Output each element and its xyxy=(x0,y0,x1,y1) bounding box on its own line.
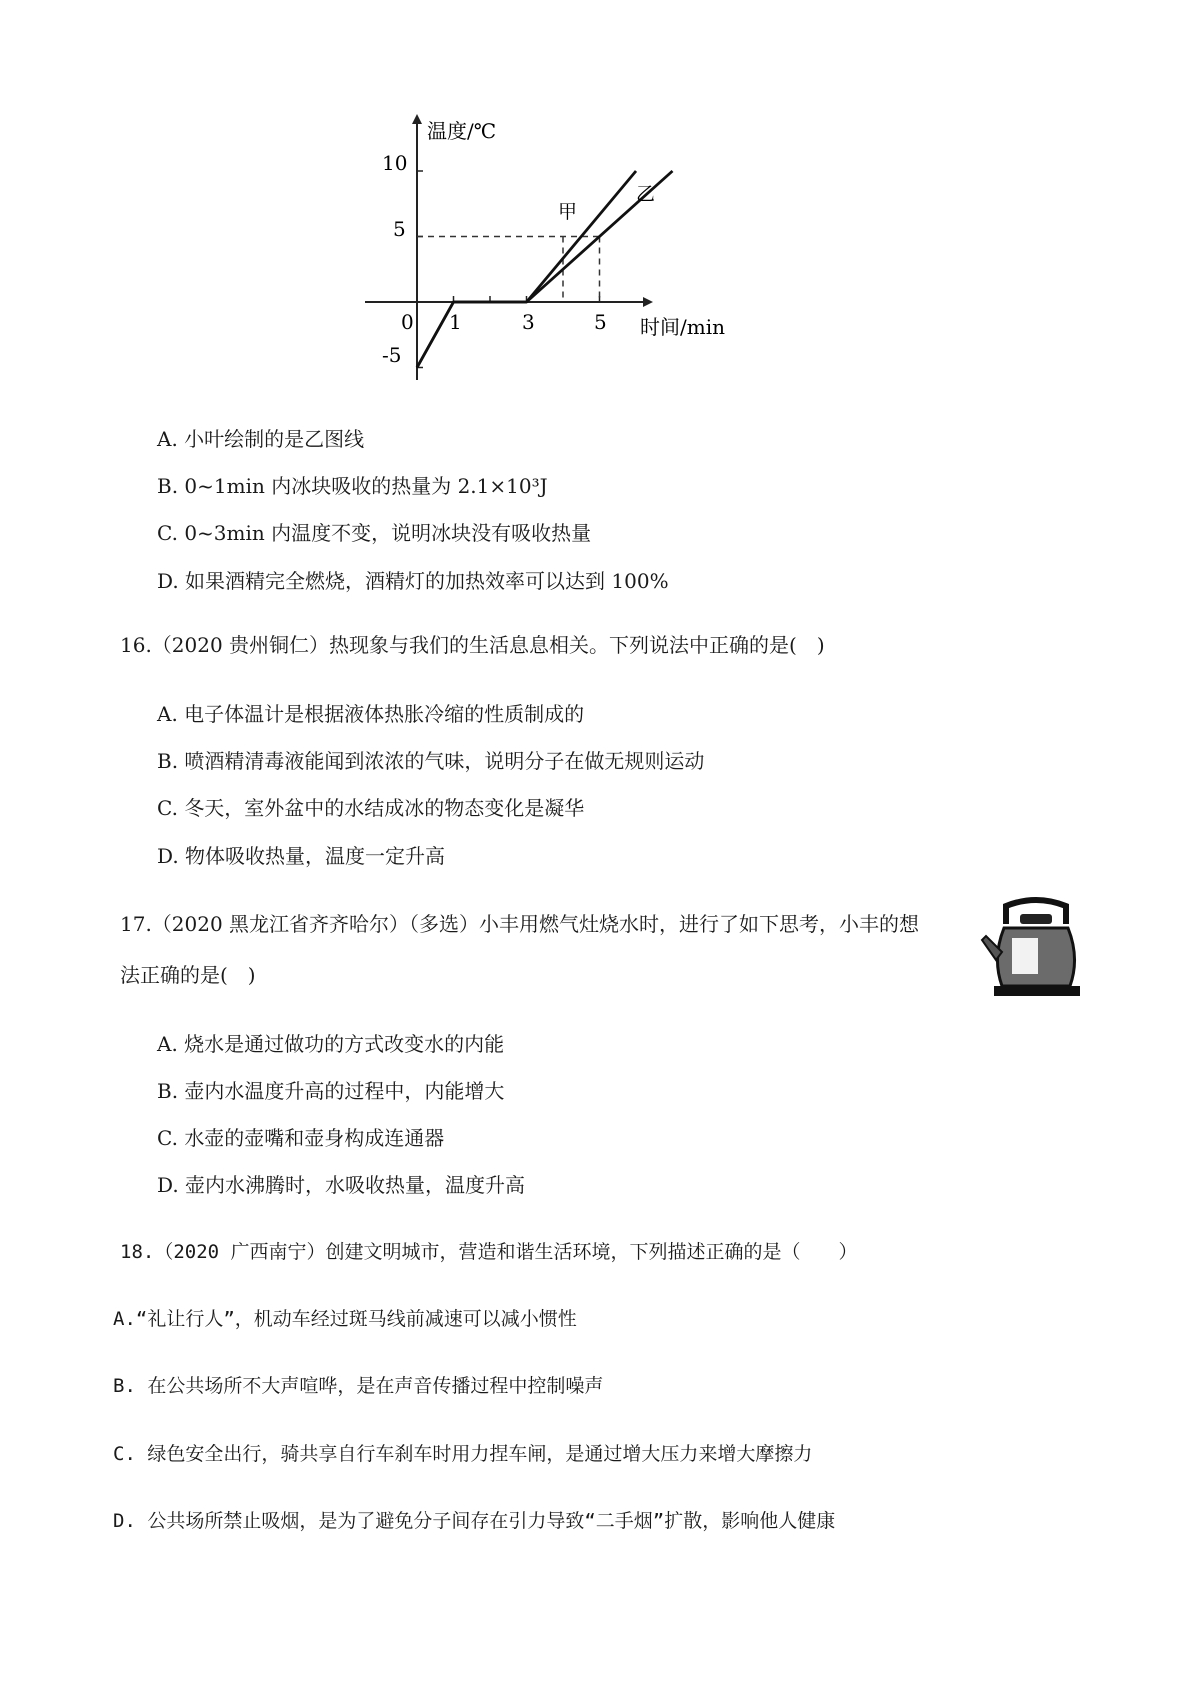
option-text: 0~3min 内温度不变，说明冰块没有吸收热量 xyxy=(184,521,592,545)
option-letter: D. xyxy=(157,844,179,868)
q17-option-d xyxy=(157,1171,525,1199)
option-letter: C. xyxy=(157,521,178,545)
q16-option-c xyxy=(157,794,584,822)
q18-option-a: A.“礼让行人”，机动车经过斑马线前减速可以减小惯性 xyxy=(113,1308,577,1330)
option-text: 壶内水温度升高的过程中，内能增大 xyxy=(184,1079,505,1103)
y-axis-arrow xyxy=(412,114,422,124)
option-letter: A. xyxy=(157,702,178,726)
q15-option-a xyxy=(157,425,364,453)
q16-stem: 16.（2020 贵州铜仁）热现象与我们的生活息息相关。下列说法中正确的是( ) xyxy=(120,633,825,657)
option-letter: C. xyxy=(157,1126,178,1150)
option-text: 冬天，室外盆中的水结成冰的物态变化是凝华 xyxy=(184,796,585,820)
kettle-base xyxy=(994,986,1080,996)
option-text: 水壶的壶嘴和壶身构成连通器 xyxy=(184,1126,445,1150)
temperature-time-chart xyxy=(382,112,815,412)
series-line-jia xyxy=(417,171,636,368)
q17-stem-line2: 法正确的是( ) xyxy=(120,963,256,987)
x-axis-arrow xyxy=(643,297,653,307)
option-letter: D. xyxy=(157,569,179,593)
xtick-label-3: 3 xyxy=(522,310,535,334)
q18-option-b: B. 在公共场所不大声喧哗，是在声音传播过程中控制噪声 xyxy=(113,1375,604,1397)
q17-option-a xyxy=(157,1030,504,1058)
ytick-label-neg5: -5 xyxy=(382,343,402,367)
option-text: 如果酒精完全燃烧，酒精灯的加热效率可以达到 100% xyxy=(185,569,669,593)
option-letter: C. xyxy=(157,796,178,820)
option-letter: A. xyxy=(157,1032,178,1056)
q17-stem-line1: 17.（2020 黑龙江省齐齐哈尔）（多选）小丰用燃气灶烧水时，进行了如下思考，小丰的想 xyxy=(120,912,920,936)
series-line-yi xyxy=(417,171,673,368)
q17-option-c xyxy=(157,1124,444,1152)
q16-option-a xyxy=(157,700,584,728)
q15-option-b xyxy=(157,472,548,500)
xtick-label-0: 0 xyxy=(401,310,414,334)
q18-option-c: C. 绿色安全出行，骑共享自行车刹车时用力捏车闸，是通过增大压力来增大摩擦力 xyxy=(113,1443,813,1465)
ytick-label-10: 10 xyxy=(382,151,408,175)
q18-option-d: D. 公共场所禁止吸烟，是为了避免分子间存在引力导致“二手烟”扩散，影响他人健康 xyxy=(113,1510,836,1532)
chart-xlabel: 时间/min xyxy=(640,315,725,339)
q17-option-b xyxy=(157,1077,504,1105)
option-letter: D. xyxy=(157,1173,179,1197)
option-text: 小叶绘制的是乙图线 xyxy=(184,427,365,451)
option-letter: B. xyxy=(157,1079,179,1103)
option-text: 烧水是通过做功的方式改变水的内能 xyxy=(184,1032,505,1056)
series-label-jia: 甲 xyxy=(558,201,578,223)
q16-option-b xyxy=(157,747,704,775)
kettle-image xyxy=(978,890,1096,1000)
option-text: 电子体温计是根据液体热胀冷缩的性质制成的 xyxy=(184,702,585,726)
option-letter: A. xyxy=(157,427,178,451)
option-text: 壶内水沸腾时，水吸收热量，温度升高 xyxy=(185,1173,526,1197)
q16-option-d xyxy=(157,842,445,870)
option-text: 喷酒精清毒液能闻到浓浓的气味，说明分子在做无规则运动 xyxy=(184,749,705,773)
option-letter: B. xyxy=(157,474,179,498)
q15-option-c xyxy=(157,519,591,547)
kettle-highlight xyxy=(1012,938,1038,974)
series-label-yi: 乙 xyxy=(636,183,656,205)
kettle-lid xyxy=(1020,914,1052,924)
chart-plot-area xyxy=(365,114,673,380)
option-text: 物体吸收热量，温度一定升高 xyxy=(185,844,446,868)
xtick-label-1: 1 xyxy=(449,310,462,334)
chart-ylabel: 温度/℃ xyxy=(427,119,497,143)
xtick-label-5: 5 xyxy=(594,310,607,334)
option-letter: B. xyxy=(157,749,179,773)
q15-option-d xyxy=(157,567,669,595)
option-text: 0~1min 内冰块吸收的热量为 2.1×10³J xyxy=(184,474,548,498)
ytick-label-5: 5 xyxy=(393,217,406,241)
q18-stem: 18.（2020 广西南宁）创建文明城市，营造和谐生活环境，下列描述正确的是（ ） xyxy=(120,1241,858,1263)
